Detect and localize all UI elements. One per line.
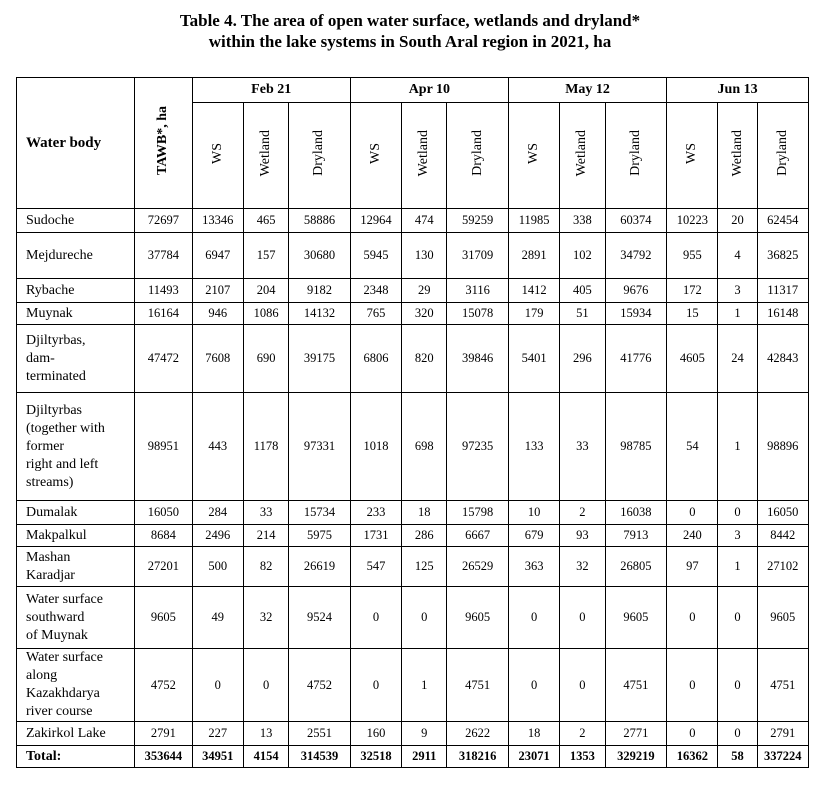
- row-name: Zakirkol Lake: [17, 722, 135, 746]
- cell-value: 0: [192, 649, 243, 722]
- cell-value: 49: [192, 587, 243, 649]
- title-line-2: within the lake systems in South Aral region in 2021, ha: [208, 32, 612, 51]
- cell-value: 1412: [508, 279, 559, 303]
- subheader-dryland: Dryland: [605, 103, 667, 209]
- total-value: 34951: [192, 746, 243, 768]
- subheader-dryland: Dryland: [447, 103, 509, 209]
- cell-value: 4752: [135, 649, 193, 722]
- cell-value: 4751: [605, 649, 667, 722]
- cell-value: 10: [508, 501, 559, 525]
- cell-value: 4605: [667, 325, 718, 393]
- cell-value: 2107: [192, 279, 243, 303]
- total-value: 1353: [560, 746, 605, 768]
- cell-value: 9: [402, 722, 447, 746]
- cell-value: 405: [560, 279, 605, 303]
- cell-value: 37784: [135, 233, 193, 279]
- row-name: Rybache: [17, 279, 135, 303]
- total-value: 329219: [605, 746, 667, 768]
- cell-value: 0: [243, 649, 288, 722]
- cell-value: 54: [667, 393, 718, 501]
- cell-value: 12964: [350, 209, 401, 233]
- cell-value: 227: [192, 722, 243, 746]
- table-row: [17, 525, 809, 547]
- cell-value: 2791: [135, 722, 193, 746]
- cell-value: 32: [560, 547, 605, 587]
- cell-value: 1086: [243, 303, 288, 325]
- subheader-wetland: Wetland: [402, 103, 447, 209]
- cell-value: 125: [402, 547, 447, 587]
- cell-value: 34792: [605, 233, 667, 279]
- cell-value: 1731: [350, 525, 401, 547]
- cell-value: 690: [243, 325, 288, 393]
- table-row: [17, 325, 809, 393]
- cell-value: 26619: [289, 547, 351, 587]
- subheader-ws: WS: [192, 103, 243, 209]
- row-name: Mejdureche: [17, 233, 135, 279]
- cell-value: 3116: [447, 279, 509, 303]
- cell-value: 31709: [447, 233, 509, 279]
- cell-value: 2348: [350, 279, 401, 303]
- row-name: Sudoche: [17, 209, 135, 233]
- cell-value: 179: [508, 303, 559, 325]
- cell-value: 15: [667, 303, 718, 325]
- cell-value: 2: [560, 501, 605, 525]
- cell-value: 0: [350, 587, 401, 649]
- cell-value: 33: [243, 501, 288, 525]
- cell-value: 1178: [243, 393, 288, 501]
- cell-value: 18: [402, 501, 447, 525]
- total-row: [17, 746, 809, 768]
- cell-value: 474: [402, 209, 447, 233]
- total-value: 337224: [757, 746, 808, 768]
- cell-value: 39175: [289, 325, 351, 393]
- header-tawb: TAWB*, ha: [135, 78, 193, 209]
- cell-value: 0: [667, 587, 718, 649]
- cell-value: 7608: [192, 325, 243, 393]
- cell-value: 72697: [135, 209, 193, 233]
- table-row: [17, 209, 809, 233]
- cell-value: 0: [560, 587, 605, 649]
- cell-value: 4: [718, 233, 757, 279]
- row-name: Water surface southward of Muynak: [17, 587, 135, 649]
- cell-value: 338: [560, 209, 605, 233]
- cell-value: 29: [402, 279, 447, 303]
- total-value: 353644: [135, 746, 193, 768]
- cell-value: 16038: [605, 501, 667, 525]
- cell-value: 9605: [135, 587, 193, 649]
- cell-value: 15734: [289, 501, 351, 525]
- cell-value: 27102: [757, 547, 808, 587]
- subheader-ws: WS: [508, 103, 559, 209]
- cell-value: 465: [243, 209, 288, 233]
- cell-value: 39846: [447, 325, 509, 393]
- cell-value: 2: [560, 722, 605, 746]
- header-date-may: May 12: [508, 78, 666, 103]
- total-value: 318216: [447, 746, 509, 768]
- cell-value: 1: [718, 547, 757, 587]
- cell-value: 8684: [135, 525, 193, 547]
- row-name: Muynak: [17, 303, 135, 325]
- cell-value: 32: [243, 587, 288, 649]
- subheader-ws: WS: [667, 103, 718, 209]
- cell-value: 2771: [605, 722, 667, 746]
- cell-value: 16148: [757, 303, 808, 325]
- cell-value: 33: [560, 393, 605, 501]
- cell-value: 1: [718, 393, 757, 501]
- total-value: 58: [718, 746, 757, 768]
- table-row: [17, 649, 809, 722]
- cell-value: 7913: [605, 525, 667, 547]
- cell-value: 0: [718, 587, 757, 649]
- table-row: [17, 722, 809, 746]
- cell-value: 2496: [192, 525, 243, 547]
- cell-value: 133: [508, 393, 559, 501]
- row-name: Mashan Karadjar: [17, 547, 135, 587]
- header-water-body: Water body: [17, 78, 135, 209]
- cell-value: 27201: [135, 547, 193, 587]
- cell-value: 679: [508, 525, 559, 547]
- cell-value: 0: [667, 501, 718, 525]
- cell-value: 2551: [289, 722, 351, 746]
- cell-value: 98785: [605, 393, 667, 501]
- cell-value: 820: [402, 325, 447, 393]
- cell-value: 1018: [350, 393, 401, 501]
- cell-value: 6947: [192, 233, 243, 279]
- total-value: 16362: [667, 746, 718, 768]
- cell-value: 97235: [447, 393, 509, 501]
- cell-value: 240: [667, 525, 718, 547]
- cell-value: 9182: [289, 279, 351, 303]
- cell-value: 9524: [289, 587, 351, 649]
- cell-value: 946: [192, 303, 243, 325]
- cell-value: 42843: [757, 325, 808, 393]
- cell-value: 6667: [447, 525, 509, 547]
- cell-value: 0: [718, 649, 757, 722]
- cell-value: 1: [402, 649, 447, 722]
- cell-value: 157: [243, 233, 288, 279]
- cell-value: 11985: [508, 209, 559, 233]
- cell-value: 0: [560, 649, 605, 722]
- header-date-apr: Apr 10: [350, 78, 508, 103]
- cell-value: 284: [192, 501, 243, 525]
- cell-value: 18: [508, 722, 559, 746]
- table-title: [0, 10, 820, 52]
- cell-value: 698: [402, 393, 447, 501]
- cell-value: 30680: [289, 233, 351, 279]
- cell-value: 0: [350, 649, 401, 722]
- cell-value: 3: [718, 279, 757, 303]
- cell-value: 13: [243, 722, 288, 746]
- cell-value: 955: [667, 233, 718, 279]
- cell-value: 16164: [135, 303, 193, 325]
- subheader-wetland: Wetland: [243, 103, 288, 209]
- cell-value: 36825: [757, 233, 808, 279]
- cell-value: 11317: [757, 279, 808, 303]
- cell-value: 160: [350, 722, 401, 746]
- cell-value: 60374: [605, 209, 667, 233]
- cell-value: 93: [560, 525, 605, 547]
- total-label: Total:: [17, 746, 135, 768]
- row-name: Water surface along Kazakhdarya river course: [17, 649, 135, 722]
- cell-value: 172: [667, 279, 718, 303]
- cell-value: 0: [667, 649, 718, 722]
- cell-value: 15078: [447, 303, 509, 325]
- total-value: 314539: [289, 746, 351, 768]
- header-date-jun: Jun 13: [667, 78, 809, 103]
- cell-value: 59259: [447, 209, 509, 233]
- title-line-1: Table 4. The area of open water surface, wetlands and dryland*: [179, 11, 641, 30]
- cell-value: 0: [667, 722, 718, 746]
- row-name: Makpalkul: [17, 525, 135, 547]
- subheader-dryland: Dryland: [757, 103, 808, 209]
- cell-value: 11493: [135, 279, 193, 303]
- subheader-dryland: Dryland: [289, 103, 351, 209]
- cell-value: 5401: [508, 325, 559, 393]
- cell-value: 9605: [605, 587, 667, 649]
- cell-value: 2622: [447, 722, 509, 746]
- cell-value: 10223: [667, 209, 718, 233]
- cell-value: 15934: [605, 303, 667, 325]
- cell-value: 9605: [447, 587, 509, 649]
- cell-value: 214: [243, 525, 288, 547]
- cell-value: 320: [402, 303, 447, 325]
- cell-value: 58886: [289, 209, 351, 233]
- table-row: [17, 393, 809, 501]
- cell-value: 4751: [757, 649, 808, 722]
- cell-value: 4751: [447, 649, 509, 722]
- cell-value: 765: [350, 303, 401, 325]
- total-value: 2911: [402, 746, 447, 768]
- cell-value: 233: [350, 501, 401, 525]
- cell-value: 41776: [605, 325, 667, 393]
- cell-value: 0: [718, 501, 757, 525]
- total-value: 4154: [243, 746, 288, 768]
- cell-value: 24: [718, 325, 757, 393]
- table-row: [17, 233, 809, 279]
- cell-value: 47472: [135, 325, 193, 393]
- table-row: [17, 279, 809, 303]
- subheader-wetland: Wetland: [718, 103, 757, 209]
- table-row: [17, 303, 809, 325]
- cell-value: 13346: [192, 209, 243, 233]
- cell-value: 9605: [757, 587, 808, 649]
- cell-value: 363: [508, 547, 559, 587]
- total-value: 32518: [350, 746, 401, 768]
- table-row: [17, 501, 809, 525]
- cell-value: 16050: [135, 501, 193, 525]
- cell-value: 204: [243, 279, 288, 303]
- cell-value: 62454: [757, 209, 808, 233]
- cell-value: 82: [243, 547, 288, 587]
- row-name: Dumalak: [17, 501, 135, 525]
- cell-value: 443: [192, 393, 243, 501]
- cell-value: 286: [402, 525, 447, 547]
- row-name: Djiltyrbas, dam- terminated: [17, 325, 135, 393]
- header-date-feb: Feb 21: [192, 78, 350, 103]
- cell-value: 0: [508, 649, 559, 722]
- cell-value: 26529: [447, 547, 509, 587]
- cell-value: 6806: [350, 325, 401, 393]
- table-row: [17, 547, 809, 587]
- cell-value: 15798: [447, 501, 509, 525]
- cell-value: 97331: [289, 393, 351, 501]
- cell-value: 4752: [289, 649, 351, 722]
- total-value: 23071: [508, 746, 559, 768]
- cell-value: 547: [350, 547, 401, 587]
- subheader-ws: WS: [350, 103, 401, 209]
- cell-value: 500: [192, 547, 243, 587]
- cell-value: 3: [718, 525, 757, 547]
- cell-value: 51: [560, 303, 605, 325]
- cell-value: 98896: [757, 393, 808, 501]
- cell-value: 14132: [289, 303, 351, 325]
- row-name: Djiltyrbas (together with former right and left streams): [17, 393, 135, 501]
- cell-value: 20: [718, 209, 757, 233]
- cell-value: 0: [508, 587, 559, 649]
- cell-value: 5975: [289, 525, 351, 547]
- cell-value: 102: [560, 233, 605, 279]
- cell-value: 0: [718, 722, 757, 746]
- cell-value: 9676: [605, 279, 667, 303]
- cell-value: 16050: [757, 501, 808, 525]
- cell-value: 8442: [757, 525, 808, 547]
- cell-value: 98951: [135, 393, 193, 501]
- cell-value: 0: [402, 587, 447, 649]
- cell-value: 97: [667, 547, 718, 587]
- cell-value: 296: [560, 325, 605, 393]
- cell-value: 5945: [350, 233, 401, 279]
- cell-value: 130: [402, 233, 447, 279]
- data-table: [16, 77, 809, 768]
- cell-value: 1: [718, 303, 757, 325]
- cell-value: 2791: [757, 722, 808, 746]
- cell-value: 26805: [605, 547, 667, 587]
- subheader-wetland: Wetland: [560, 103, 605, 209]
- table-row: [17, 587, 809, 649]
- cell-value: 2891: [508, 233, 559, 279]
